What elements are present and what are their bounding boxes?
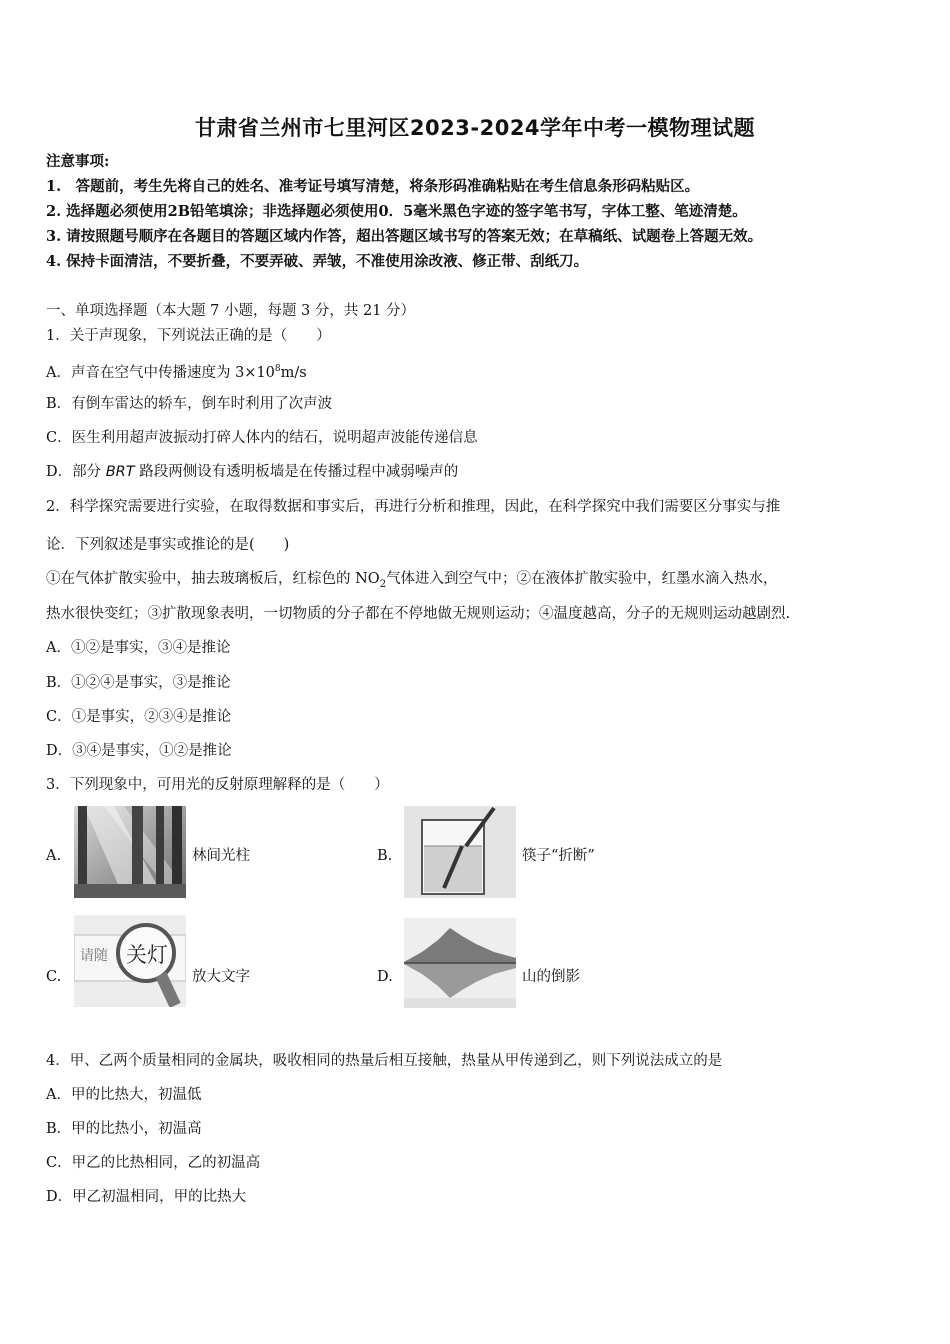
option-letter-c: C.: [46, 969, 62, 985]
option-letter-a: A.: [46, 848, 62, 864]
question-2-body-cont: 热水很快变红；③扩散现象表明，一切物质的分子都在不停地做无规则运动；④温度越高，分子的无规则运动越剧烈.: [46, 606, 791, 622]
notice-item: 4. 保持卡面清洁，不要折叠，不要弄破、弄皱，不准使用涂改液、修正带、刮纸刀。: [46, 253, 589, 270]
option-letter-d: D.: [377, 969, 393, 985]
option-letter-b: B.: [377, 848, 393, 864]
question-4-stem: 4．甲、乙两个质量相同的金属块，吸收相同的热量后相互接触，热量从甲传递到乙，则下列说法成立的是: [46, 1053, 723, 1069]
sign-text-small: 请随: [80, 948, 108, 964]
question-2-body: [46, 569, 778, 595]
section-heading: 一、单项选择题（本大题 7 小题，每题 3 分，共 21 分）: [46, 303, 416, 319]
unit: m/s: [280, 364, 307, 381]
question-4-option-b: B．甲的比热小，初温高: [46, 1121, 202, 1137]
chopstick-glass-image: [404, 806, 516, 898]
mountain-reflection-image: [404, 918, 516, 1008]
magnifier-sign-image: [74, 915, 186, 1007]
question-2-option-d: D．③④是事实，①②是推论: [46, 743, 232, 759]
question-1-stem: 1．关于声现象，下列说法正确的是（ ）: [46, 328, 331, 344]
body-text: 气体进入到空气中；②在液体扩散实验中，红墨水滴入热水，: [386, 571, 778, 587]
notice-item: 1. 答题前，考生先将自己的姓名、准考证号填写清楚，将条形码准确粘贴在考生信息条形码粘贴区。: [46, 178, 700, 195]
notice-item: 3. 请按照题号顺序在各题目的答题区域内作答，超出答题区域书写的答案无效；在草稿纸、试题卷上答题无效。: [46, 228, 763, 245]
sign-text-magnified: 关灯: [126, 943, 168, 967]
option-caption-c: 放大文字: [192, 969, 250, 985]
body-text: ①在气体扩散实验中，抽去玻璃板后，红棕色的 NO: [46, 571, 380, 587]
question-1-option-c: C．医生利用超声波振动打碎人体内的结石，说明超声波能传递信息: [46, 430, 478, 446]
option-caption-b: 筷子“折断”: [522, 848, 595, 864]
exponent: 8: [274, 364, 281, 374]
question-1-option-a: [46, 359, 307, 383]
question-4-option-a: A．甲的比热大，初温低: [46, 1087, 202, 1103]
page-title: 甘肃省兰州市七里河区2023-2024学年中考一模物理试题: [194, 116, 756, 140]
option-caption-a: 林间光柱: [192, 848, 250, 864]
option-d-prefix: D．部分: [46, 464, 106, 480]
question-3-stem: 3．下列现象中，可用光的反射原理解释的是（ ）: [46, 777, 389, 793]
question-2-option-c: C．①是事实，②③④是推论: [46, 709, 232, 725]
option-caption-d: 山的倒影: [522, 969, 580, 985]
question-4-option-c: C．甲乙的比热相同，乙的初温高: [46, 1155, 261, 1171]
question-4-option-d: D．甲乙初温相同，甲的比热大: [46, 1189, 247, 1205]
question-1-option-d: [46, 462, 458, 482]
question-1-option-b: B．有倒车雷达的轿车，倒车时利用了次声波: [46, 396, 333, 412]
forest-light-image: [74, 806, 186, 898]
option-a-text: A．声音在空气中传播速度为 3×10: [46, 364, 275, 381]
subscript: 2: [379, 578, 387, 590]
option-d-text: 路段两侧设有透明板墙是在传播过程中减弱噪声的: [134, 464, 459, 480]
question-2-stem: 2．科学探究需要进行实验，在取得数据和事实后，再进行分析和推理，因此，在科学探究中我们需要区分事实与推: [46, 499, 781, 515]
question-2-option-a: A．①②是事实，③④是推论: [46, 640, 231, 656]
brt-text: BRT: [105, 464, 135, 480]
question-2-option-b: B．①②④是事实，③是推论: [46, 675, 231, 691]
question-2-stem-cont: 论．下列叙述是事实或推论的是( ): [46, 537, 290, 553]
notice-heading: 注意事项:: [46, 153, 110, 170]
notice-item: 2. 选择题必须使用2B铅笔填涂；非选择题必须使用0．5毫米黑色字迹的签字笔书写，字体工整、笔迹清楚。: [46, 203, 747, 220]
